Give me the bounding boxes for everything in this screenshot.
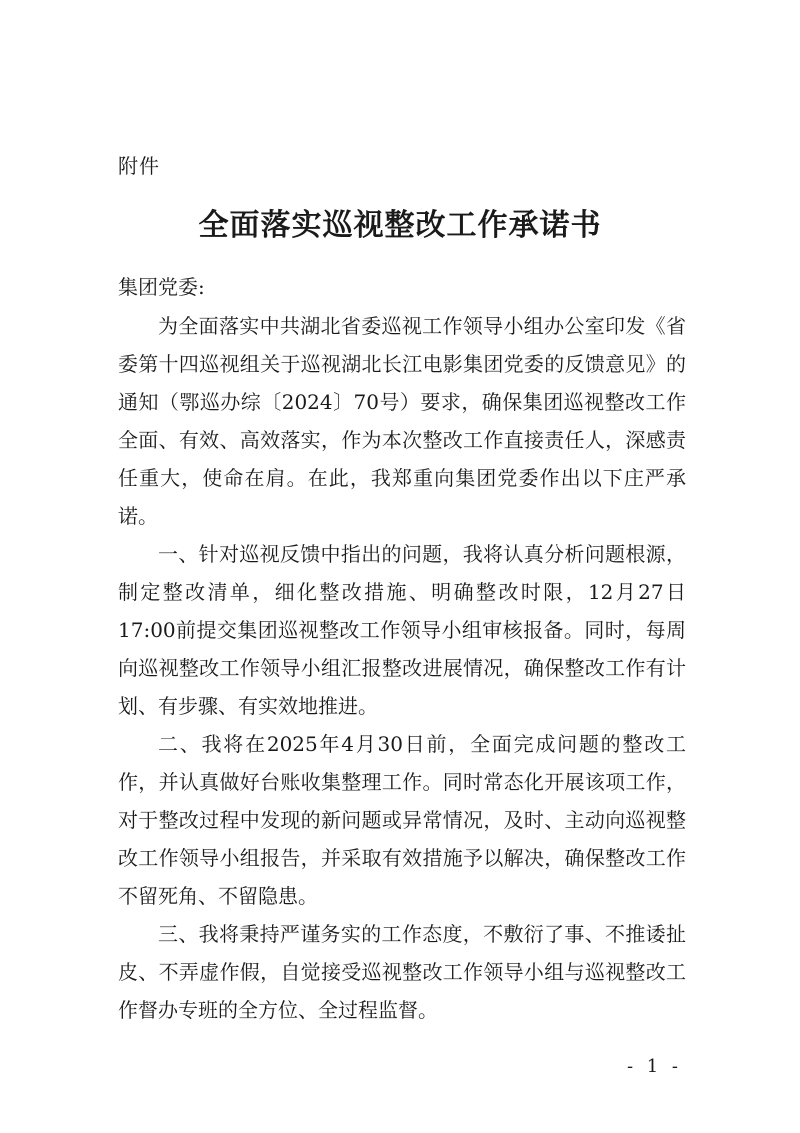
attachment-label: 附件 [118,154,160,178]
document-body [118,307,686,1029]
salutation: 集团党委: [118,275,205,299]
page-title: 全面落实巡视整改工作承诺书 [198,208,602,243]
paragraph-intro: 为全面落实中共湖北省委巡视工作领导小组办公室印发《省委第十四巡视组关于巡视湖北长江电影集团党委的反馈意见》的通知（鄂巡办综〔2024〕70号）要求，确保集团巡视整改工作全面、有效、高效落实，作为本次整改工作直接责任人，深感责任重大，使命在肩。在此，我郑重向集团党委作出以下庄严承诺。 [118,314,686,528]
paragraph-commitment-1: 一、针对巡视反馈中指出的问题，我将认真分析问题根源，制定整改清单，细化整改措施、明确整改时限，12月27日17:00前提交集团巡视整改工作领导小组审核报备。同时，每周向巡视整改工作领导小组汇报整改进展情况，确保整改工作有计划、有步骤、有实效地推进。 [118,542,686,718]
page-number: - 1 - [626,1056,682,1077]
paragraph-commitment-2: 二、我将在2025年4月30日前，全面完成问题的整改工作，并认真做好台账收集整理工作。同时常态化开展该项工作，对于整改过程中发现的新问题或异常情况，及时、主动向巡视整改工作领导小组报告，并采取有效措施予以解决，确保整改工作不留死角、不留隐患。 [118,732,686,908]
paragraph-commitment-3: 三、我将秉持严谨务实的工作态度，不敷衍了事、不推诿扯皮、不弄虚作假，自觉接受巡视整改工作领导小组与巡视整改工作督办专班的全方位、全过程监督。 [118,922,686,1022]
